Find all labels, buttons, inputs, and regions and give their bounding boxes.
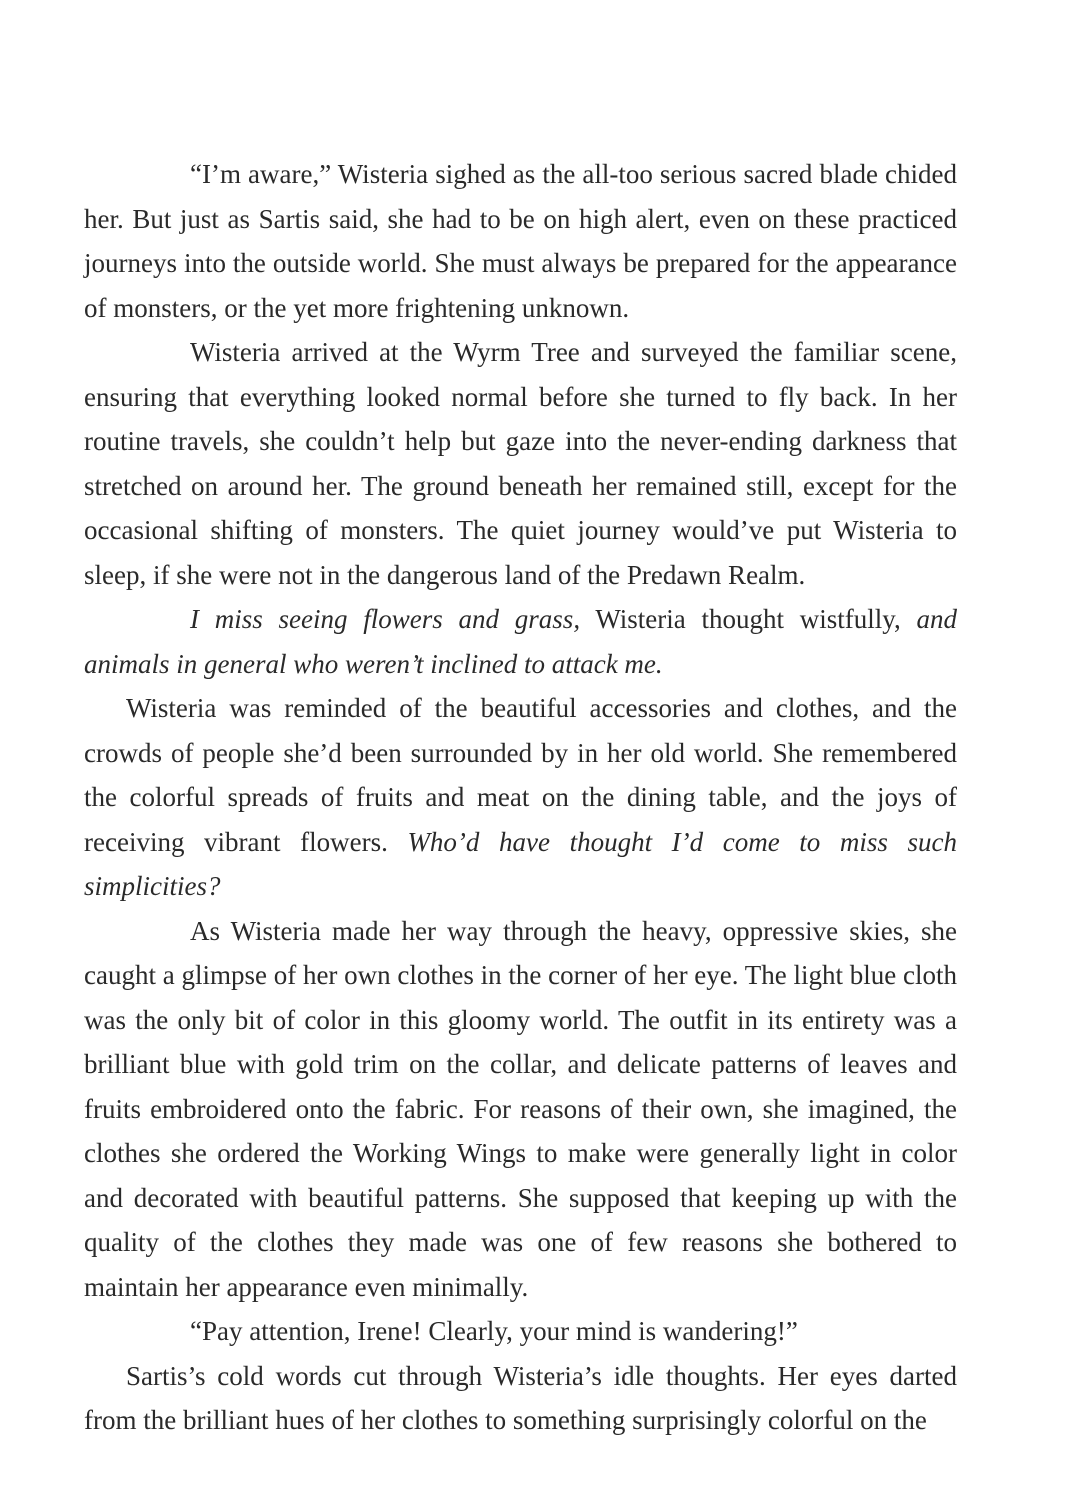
italic-thought: Who’d have thought I’d come to miss such simplicities? (84, 826, 957, 901)
dialogue-text: “Pay attention, Irene! Clearly, your mind is wandering!” (190, 1316, 798, 1346)
paragraph (84, 152, 957, 330)
paragraph-text: Wisteria arrived at the Wyrm Tree and surveyed the familiar scene, ensuring that everything looked normal before she turned to fly back. In her routine travels, she couldn’t help but gaze into the never-ending darkness that stretched on around her. The ground beneath her remained still, except for the occasional shifting of monsters. The quiet journey would’ve put Wisteria to sleep, if she were not in the dangerous land of the Predawn Realm. (84, 337, 957, 590)
italic-thought: I miss seeing flowers and grass, (190, 604, 581, 634)
paragraph-text: Wisteria thought wistfully, (580, 604, 917, 634)
paragraph (84, 909, 957, 1310)
italic-thought: and animals in general who weren’t inclined to attack me. (84, 604, 958, 679)
page-body (84, 152, 957, 1443)
paragraph-text: Wisteria was reminded of the beautiful accessories and clothes, and the crowds of people she’d been surrounded by in her old world. She remembered the colorful spreads of fruits and meat on the dining table, and the joys of receiving vibrant flowers. (84, 693, 957, 857)
paragraph-text: “I’m aware,” Wisteria sighed as the all-too serious sacred blade chided her. But just as Sartis said, she had to be on high alert, even on these practiced journeys into the outside world. She must always be prepared for the appearance of monsters, or the yet more frightening unknown. (84, 159, 957, 323)
paragraph (84, 1354, 957, 1443)
paragraph-text: Sartis’s cold words cut through Wisteria’s idle thoughts. Her eyes darted from the brilliant hues of her clothes to something surprisingly colorful on the (84, 1360, 957, 1435)
paragraph (84, 330, 957, 597)
paragraph-text: As Wisteria made her way through the heavy, oppressive skies, she caught a glimpse of her own clothes in the corner of her eye. The light blue cloth was the only bit of color in this gloomy world. The outfit in its entirety was a brilliant blue with gold trim on the collar, and delicate patterns of leaves and fruits embroidered onto the fabric. For reasons of their own, she imagined, the clothes she ordered the Working Wings to make were generally light in color and decorated with beautiful patterns. She supposed that keeping up with the quality of the clothes they made was one of few reasons she bothered to maintain her appearance even minimally. (84, 915, 957, 1302)
paragraph (84, 686, 957, 909)
paragraph (84, 597, 957, 686)
paragraph (84, 1309, 957, 1354)
